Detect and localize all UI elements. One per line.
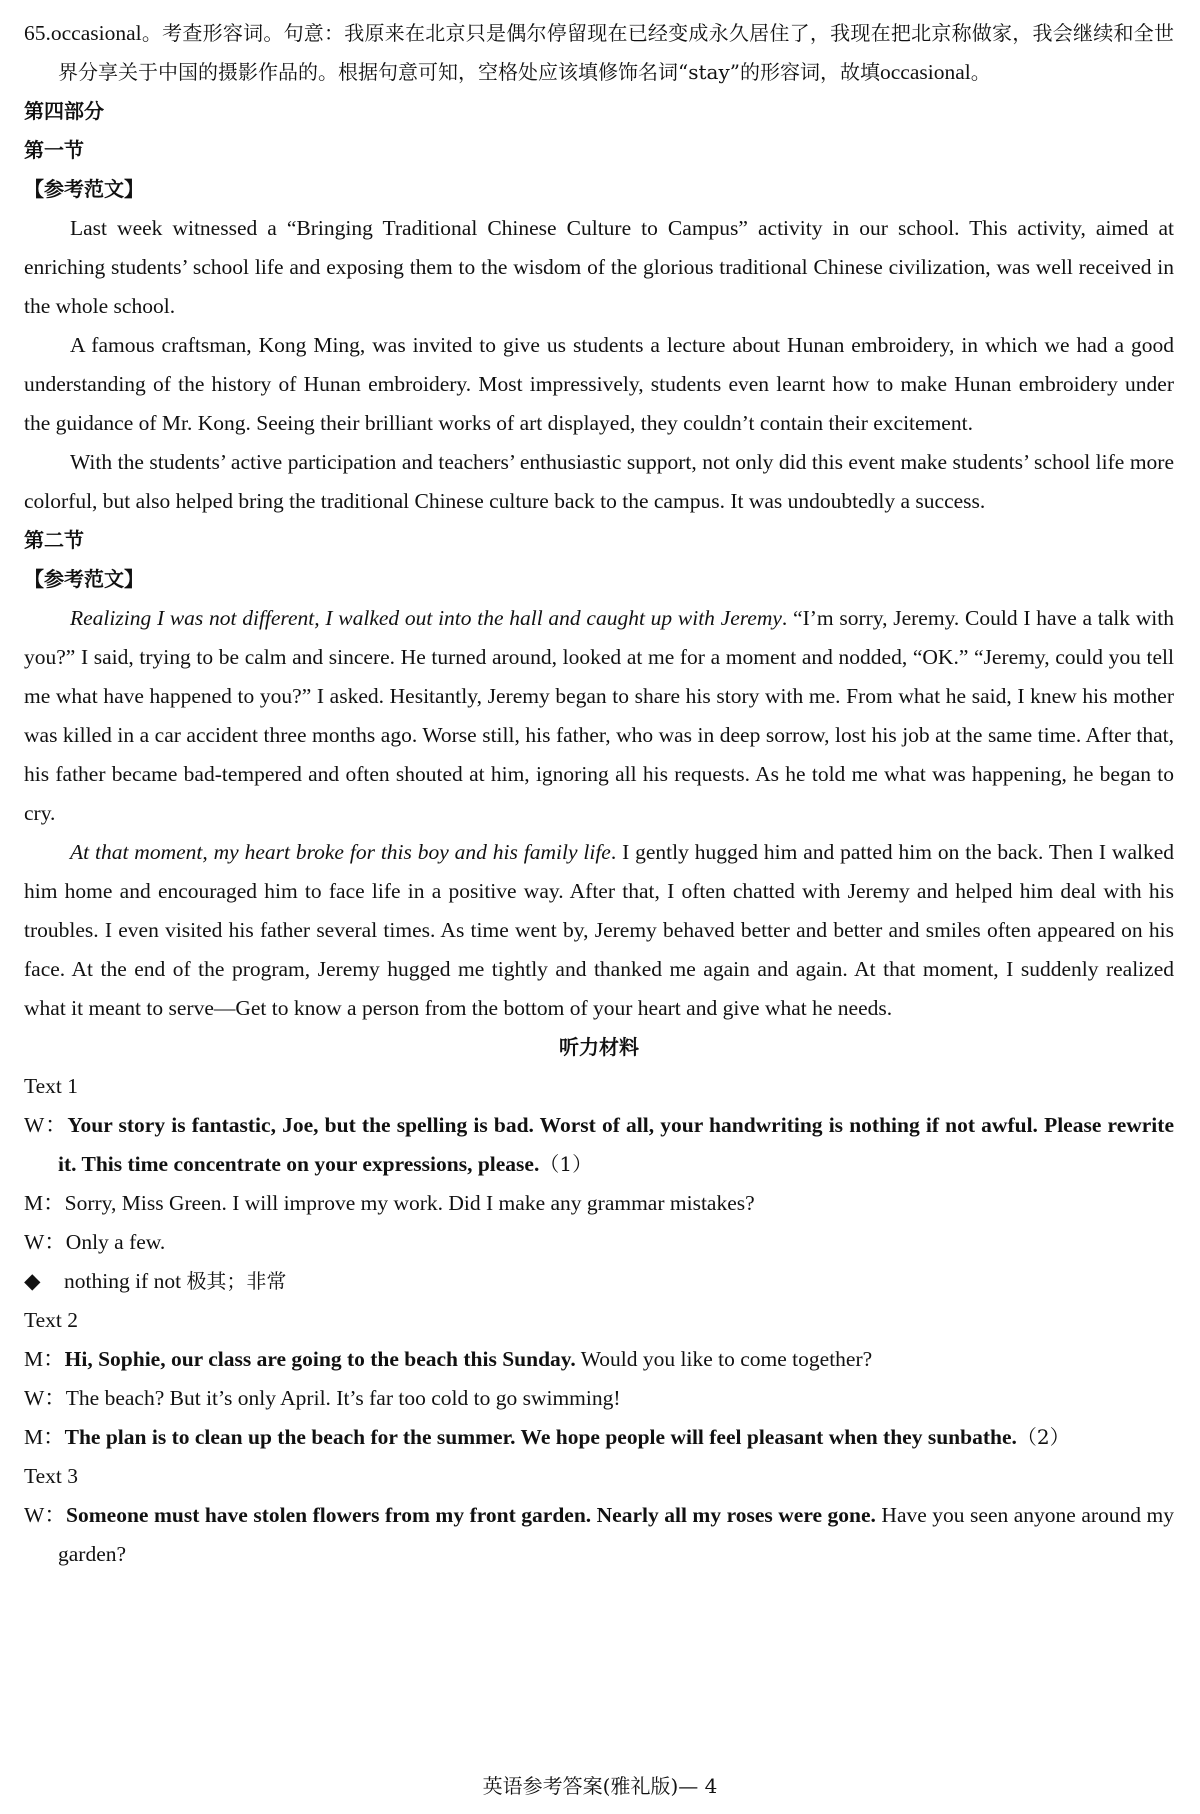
text1-m1-text: Sorry, Miss Green. I will improve my work. Did I make any grammar mistakes? [64,1191,755,1215]
text1-line-w2 [24,1223,1174,1262]
essay1-paragraph-3: With the students’ active participation and teachers’ enthusiastic support, not only did this event make students’ school life more colorful, but also helped bring the traditional Chinese culture back to the campus. It was undoubtedly a success. [24,450,1174,513]
q65-end-mark: 。 [970,60,991,84]
text1-w2-text: Only a few. [65,1230,166,1254]
q65-answer: occasional [50,21,142,45]
note-meaning: 极其；非常 [186,1269,287,1293]
essay2-p1-body: . “I’m sorry, Jeremy. Could I have a talk with you?” I said, trying to be calm and sincere. He turned around, looked at me for a moment and nodded, “OK.” “Jeremy, could you tell me what have happened to you?” I asked. Hesitantly, Jeremy began to share his story with me. From what he said, I knew his mother was killed in a car accident three months ago. Worse still, his father, who was in deep sorrow, lost his job at the same time. After that, his father became bad-tempered and often shouted at him, ignoring all his requests. As he told me what was happening, he began to cry. [24,606,1174,825]
text2-m1-key: Hi, Sophie, our class are going to the beach this Sunday. [64,1347,576,1371]
text1-note [24,1262,1174,1301]
text2-w1-text: The beach? But it’s only April. It’s far too cold to go swimming! [65,1386,621,1410]
speaker-m: M： [24,1425,65,1449]
speaker-w: W： [24,1386,66,1410]
text1-line-m1 [24,1184,1174,1223]
text3-line-w1 [24,1496,1174,1574]
text2-line-m1 [24,1340,1174,1379]
listening-title: 听力材料 [559,1035,639,1059]
text2-m2-mark: （2） [1016,1425,1070,1449]
essay2-p1-given-end: , I walked out into the hall and caught up with Jeremy [314,606,782,630]
q65-number: 65. [24,21,51,45]
text1-w1-key: Your story is fantastic, Joe, but the spelling is bad. Worst of all, your handwriting is nothing if not awful. Please rewrite it. This time concentrate on your expressions, please. [58,1113,1174,1176]
essay2-paragraph-1 [24,599,1174,833]
note-phrase: nothing if not [64,1269,187,1293]
speaker-w: W： [24,1503,67,1527]
essay1-paragraph-2: A famous craftsman, Kong Ming, was invited to give us students a lecture about Hunan embroidery, in which we had a good understanding of the history of Hunan embroidery. Most impressively, students even learnt how to make Hunan embroidery under the guidance of Mr. Kong. Seeing their brilliant works of art displayed, they couldn’t contain their excitement. [24,333,1174,435]
essay2-p2-body: . I gently hugged him and patted him on the back. Then I walked him home and encouraged him to face life in a positive way. After that, I often chatted with Jeremy and helped him deal with his troubles. I even visited his father several times. As time went by, Jeremy behaved better and better and smiles often appeared on his face. At the end of the program, Jeremy hugged me tightly and thanked me again and again. At that moment, I suddenly realized what it meant to serve—Get to know a person from the bottom of your heart and give what he needs. [24,840,1174,1020]
speaker-m: M： [24,1191,65,1215]
text2-line-w1 [24,1379,1174,1418]
text1-line-w1 [24,1106,1174,1184]
text1-w1-mark: （1） [539,1152,593,1176]
text2-label: Text 2 [24,1308,79,1332]
text3-w1-key: Someone must have stolen flowers from my front garden. Nearly all my roses were gone. [66,1503,876,1527]
part4-title: 第四部分 [24,99,104,123]
answer-page [24,14,1174,1574]
q65-explanation [24,14,1174,92]
text2-m1-rest: Would you like to come together? [575,1347,873,1371]
page-footer: 英语参考答案(雅礼版)— 4 [482,1774,718,1798]
text3-label: Text 3 [24,1464,79,1488]
speaker-w: W： [24,1230,66,1254]
text2-line-m2 [24,1418,1174,1457]
section2-label: 【参考范文】 [24,567,144,591]
essay2-p1-given-start: Realizing I was not different [70,606,315,630]
section1-label: 【参考范文】 [24,177,144,201]
q65-explanation-text: 。考查形容词。句意：我原来在北京只是偶尔停留现在已经变成永久居住了，我现在把北京称做家，我会继续和全世界分享关于中国的摄影作品的。根据句意可知，空格处应该填修饰名词“stay”的形容词，故填 [58,21,1174,84]
essay2-p2-given-end: , my heart broke for this boy and his family life [202,840,611,864]
text1-label: Text 1 [24,1074,79,1098]
diamond-bullet-icon: ◆ [24,1269,41,1293]
text3-w1-rest: Have you seen anyone around my garden? [58,1503,1174,1566]
section1-title: 第一节 [24,138,84,162]
essay2-paragraph-2 [24,833,1174,1028]
q65-answer-repeat: occasional [879,60,971,84]
speaker-m: M： [24,1347,65,1371]
section2-title: 第二节 [24,528,84,552]
essay1-paragraph-1: Last week witnessed a “Bringing Traditional Chinese Culture to Campus” activity in our school. This activity, aimed at enriching students’ school life and exposing them to the wisdom of the glorious traditional Chinese civilization, was well received in the whole school. [24,216,1174,318]
speaker-w: W： [24,1113,68,1137]
essay2-p2-given-start: At that moment [70,840,203,864]
text2-m2-key: The plan is to clean up the beach for the summer. We hope people will feel pleasant when they sunbathe. [64,1425,1017,1449]
